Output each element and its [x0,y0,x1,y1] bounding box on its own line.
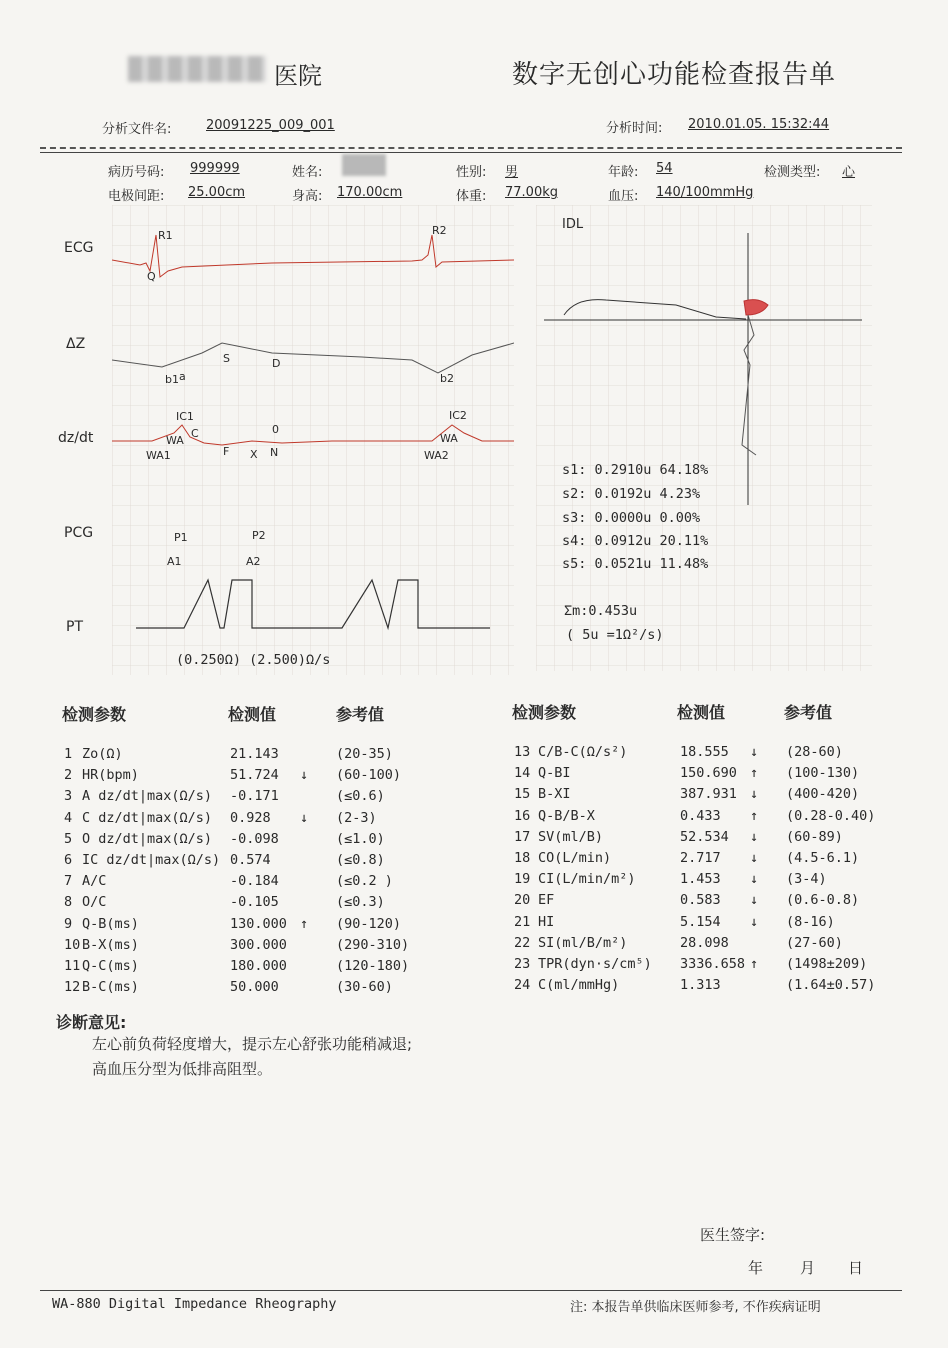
height-value: 170.00cm [337,185,403,200]
record-label: 病历号码: [108,165,165,180]
param-left-ref: (≤0.3) [336,894,385,911]
param-right-no: 13 [514,744,531,760]
marker-r2: R2 [432,224,447,237]
param-right-ref: (1.64±0.57) [786,977,876,994]
param-left-no: 11 [64,958,81,974]
marker-d: D [272,357,281,370]
marker-b2: b2 [440,372,454,385]
marker-o: 0 [272,423,279,436]
param-left-no: 5 [64,830,73,847]
file-label: 分析文件名: [102,122,172,137]
param-right-name: Q-B/B-X [538,807,595,824]
param-left-ref: (≤0.8) [336,852,385,868]
param-right-val: 387.931 [680,786,737,803]
marker-b1: b1 [165,373,179,386]
idl-stat-s2: s2: 0.0192u 4.23% [562,486,701,502]
param-right-no: 23 [514,956,531,972]
type-label: 检测类型: [764,165,821,180]
param-right-name: B-XI [538,786,571,803]
report-title: 数字无创心功能检查报告单 [512,60,837,90]
idl-unit: ( 5u =1Ω²/s) [566,627,664,643]
param-left-no: 2 [64,767,73,784]
param-right-name: SV(ml/B) [538,828,604,845]
diagnosis-line-2: 高血压分型为低排高阻型。 [92,1060,273,1078]
param-right-no: 24 [514,977,531,994]
idl-title: IDL [562,217,584,232]
marker-f: F [223,445,230,458]
param-right-flag: ↓ [750,871,759,888]
file-value: 20091225_009_001 [206,118,335,133]
param-left-ref: (30-60) [336,979,393,996]
param-left-ref: (60-100) [336,767,402,784]
param-right-val: 3336.658 [680,956,746,972]
param-left-name: B-X(ms) [82,936,139,953]
param-left-no: 3 [64,788,73,805]
params-left-header-value: 检测值 [228,705,277,724]
trace-label-pt: PT [66,619,83,635]
params-right-header-ref: 参考值 [784,703,833,722]
param-left-ref: (≤1.0) [336,830,385,847]
param-left-val: 51.724 [230,767,279,784]
param-right-no: 14 [514,765,531,782]
param-right-ref: (400-420) [786,786,860,803]
date-month: 月 [800,1259,816,1277]
marker-a2: A2 [246,555,261,568]
marker-a: a [179,370,186,383]
param-right-no: 16 [514,807,531,824]
param-left-name: A/C [82,873,107,890]
param-left-no: 7 [64,873,73,890]
param-left-val: 300.000 [230,936,287,953]
device-name: WA-880 Digital Impedance Rheography [52,1296,337,1312]
hospital-name-redacted [128,56,266,82]
date-day: 日 [848,1259,864,1277]
footer-divider [40,1290,902,1291]
param-left-val: 50.000 [230,979,279,996]
weight-label: 体重: [456,189,487,204]
param-left-val: 130.000 [230,915,287,932]
param-right-no: 15 [514,786,531,803]
param-right-ref: (8-16) [786,913,835,930]
params-right-header-value: 检测值 [677,703,726,722]
patient-name-redacted [342,154,386,176]
param-left-no: 6 [64,852,73,868]
param-right-name: HI [538,913,555,930]
param-left-flag: ↑ [300,915,309,932]
sex-value: 男 [505,165,519,180]
param-right-no: 19 [514,871,531,888]
trace-label-ecg: ECG [64,240,94,256]
param-right-name: Q-BI [538,765,571,782]
height-label: 身高: [292,189,323,204]
type-value: 心 [842,165,856,180]
time-value: 2010.01.05. 15:32:44 [688,117,830,132]
marker-wa2: WA2 [424,449,449,462]
param-left-val: -0.184 [230,873,279,890]
param-left-name: HR(bpm) [82,767,139,784]
name-label: 姓名: [292,165,323,180]
param-right-ref: (0.28-0.40) [786,807,876,824]
idl-stat-s4: s4: 0.0912u 20.11% [562,533,709,549]
param-right-val: 1.453 [680,871,721,888]
param-left-name: Q-C(ms) [82,958,139,974]
marker-r1: R1 [158,229,173,242]
param-right-ref: (0.6-0.8) [786,892,860,909]
param-right-name: EF [538,892,555,909]
trace-label-pcg: PCG [64,525,94,541]
param-left-val: -0.098 [230,830,279,847]
params-right-header-param: 检测参数 [512,703,577,722]
param-left-flag: ↓ [300,767,309,784]
param-left-ref: (≤0.6) [336,788,385,805]
marker-a1: A1 [167,555,182,568]
trace-label-delta-z: ΔZ [66,336,86,352]
param-left-no: 10 [64,936,81,953]
marker-ic1: IC1 [176,410,194,423]
param-right-name: SI(ml/B/m²) [538,934,628,951]
param-right-ref: (1498±209) [786,956,868,972]
param-right-flag: ↑ [750,765,759,782]
param-right-no: 21 [514,913,531,930]
age-value: 54 [656,161,673,176]
param-right-flag: ↓ [750,850,759,866]
disclaimer-note: 注: 本报告单供临床医师参考, 不作疾病证明 [570,1300,821,1315]
param-left-ref: (90-120) [336,915,402,932]
param-right-flag: ↓ [750,828,759,845]
marker-q: Q [147,270,156,283]
marker-wa-b: WA [440,432,458,445]
age-label: 年龄: [608,165,639,180]
idl-stat-s1: s1: 0.2910u 64.18% [562,462,709,478]
param-right-name: CI(L/min/m²) [538,871,636,888]
param-right-name: C/B-C(Ω/s²) [538,744,628,760]
idl-panel [536,205,872,671]
param-right-flag: ↑ [750,956,759,972]
param-left-name: Q-B(ms) [82,915,139,932]
param-left-name: IC dz/dt|max(Ω/s) [82,852,221,868]
param-left-ref: (20-35) [336,746,393,762]
param-left-val: 0.574 [230,852,271,868]
param-left-ref: (2-3) [336,809,377,826]
param-right-no: 22 [514,934,531,951]
marker-ic2: IC2 [449,409,467,422]
diagnosis-title: 诊断意见: [56,1013,127,1032]
param-right-val: 0.433 [680,807,721,824]
param-right-no: 20 [514,892,531,909]
idl-sum: Σm:0.453u [564,603,638,619]
param-left-no: 12 [64,979,81,996]
param-right-name: CO(L/min) [538,850,612,866]
doctor-signature-label: 医生签字: [700,1226,766,1244]
param-right-flag: ↓ [750,744,759,760]
electrode-value: 25.00cm [188,185,246,200]
electrode-label: 电极间距: [108,189,165,204]
param-right-ref: (4.5-6.1) [786,850,860,866]
params-left-header-ref: 参考值 [336,705,385,724]
trace-label-dzdt: dz/dt [58,430,94,446]
weight-value: 77.00kg [505,185,558,200]
param-left-name: C dz/dt|max(Ω/s) [82,809,213,826]
marker-p1: P1 [174,531,188,544]
trace-scale: (0.250Ω) (2.500)Ω/s [176,652,331,668]
header-divider [40,147,902,149]
param-left-ref: (290-310) [336,936,410,953]
param-right-ref: (28-60) [786,744,843,760]
marker-wa-a: WA [166,434,184,447]
param-left-val: 21.143 [230,746,279,762]
bp-label: 血压: [608,189,639,204]
param-right-val: 1.313 [680,977,721,994]
param-left-name: Zo(Ω) [82,746,123,762]
param-right-no: 17 [514,828,531,845]
param-right-val: 150.690 [680,765,737,782]
marker-wa1: WA1 [146,449,171,462]
sex-label: 性别: [456,165,487,180]
param-right-no: 18 [514,850,531,866]
bp-value: 140/100mmHg [656,185,754,200]
param-right-val: 5.154 [680,913,721,930]
param-right-val: 2.717 [680,850,721,866]
param-left-no: 4 [64,809,73,826]
param-right-name: C(ml/mmHg) [538,977,620,994]
diagnosis-line-1: 左心前负荷轻度增大，提示左心舒张功能稍减退; [92,1035,413,1053]
param-right-flag: ↓ [750,786,759,803]
param-left-name: B-C(ms) [82,979,139,996]
header-divider-thin [40,152,902,153]
param-right-ref: (3-4) [786,871,827,888]
param-left-ref: (120-180) [336,958,410,974]
param-left-name: A dz/dt|max(Ω/s) [82,788,213,805]
hospital-suffix: 医院 [274,62,322,90]
param-left-no: 1 [64,746,73,762]
param-right-flag: ↑ [750,807,759,824]
param-right-ref: (60-89) [786,828,843,845]
param-left-no: 8 [64,894,73,911]
marker-x: X [250,448,258,461]
param-right-name: TPR(dyn·s/cm⁵) [538,956,652,972]
param-left-val: 180.000 [230,958,287,974]
param-right-flag: ↓ [750,913,759,930]
param-left-name: O dz/dt|max(Ω/s) [82,830,213,847]
idl-stat-s5: s5: 0.0521u 11.48% [562,556,709,572]
params-left-header-param: 检测参数 [62,705,127,724]
time-label: 分析时间: [606,121,663,136]
param-left-val: -0.171 [230,788,279,805]
idl-stat-s3: s3: 0.0000u 0.00% [562,510,701,526]
param-left-val: 0.928 [230,809,271,826]
param-right-val: 0.583 [680,892,721,909]
param-left-ref: (≤0.2 ) [336,873,393,890]
record-value: 999999 [190,161,240,176]
param-left-no: 9 [64,915,73,932]
param-right-val: 28.098 [680,934,729,951]
marker-p2: P2 [252,529,266,542]
param-left-name: O/C [82,894,107,911]
param-left-val: -0.105 [230,894,279,911]
param-right-flag: ↓ [750,892,759,909]
param-right-ref: (100-130) [786,765,860,782]
marker-n: N [270,446,279,459]
param-left-flag: ↓ [300,809,309,826]
marker-s: S [223,352,230,365]
date-year: 年 [748,1259,764,1277]
marker-c: C [191,427,199,440]
param-right-val: 52.534 [680,828,729,845]
param-right-val: 18.555 [680,744,729,760]
param-right-ref: (27-60) [786,934,843,951]
